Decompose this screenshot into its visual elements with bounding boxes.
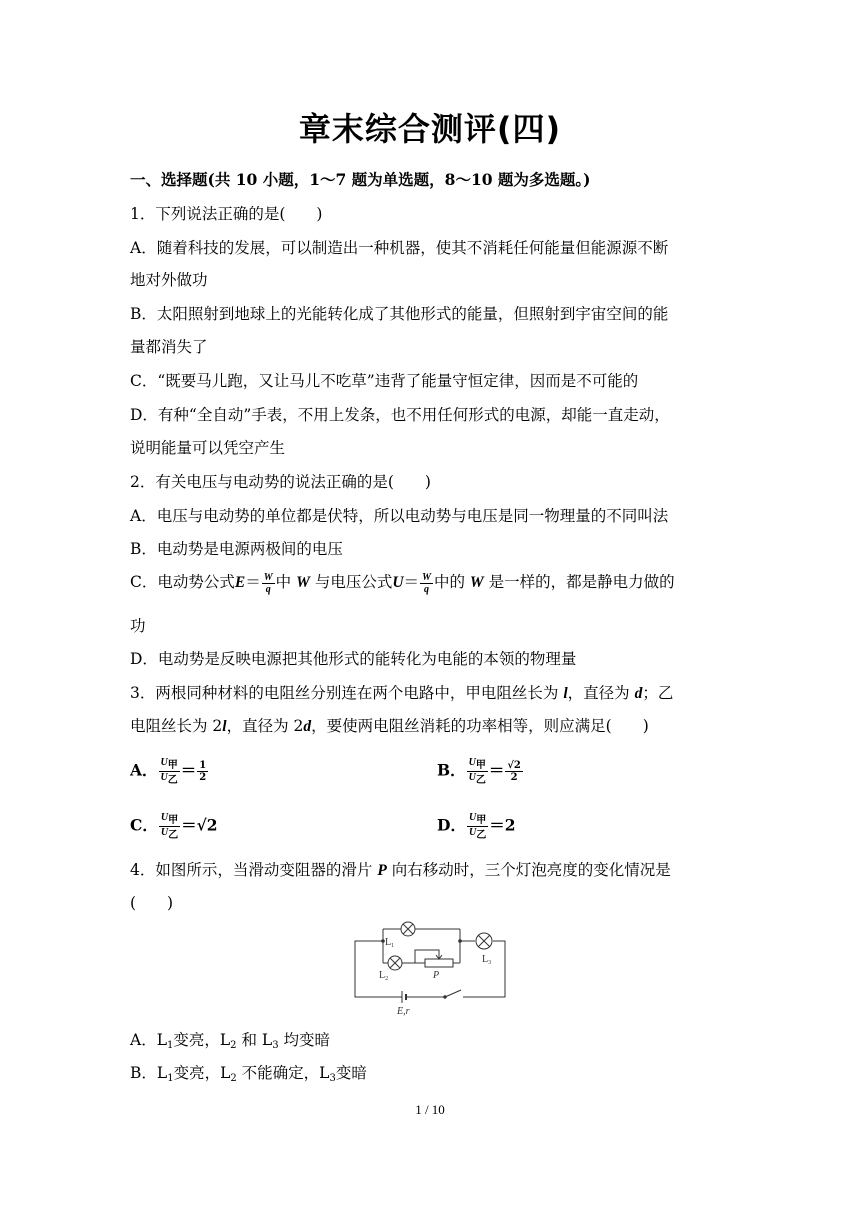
option-letter: A． <box>130 760 158 780</box>
var-u: U <box>160 772 168 783</box>
frac-den: q <box>265 583 271 595</box>
q3-option-d <box>437 812 516 841</box>
subscript: 1 <box>167 1073 174 1084</box>
text-de: 中的 <box>433 573 465 591</box>
ratio-u-jia-u-yi <box>467 812 488 841</box>
ratio-u-jia-u-yi <box>467 757 488 786</box>
q2-option-a: A．电压与电动势的单位都是伏特，所以电动势与电压是同一物理量的不同叫法 <box>130 507 669 525</box>
label-l3: $L_3$ <box>482 954 492 966</box>
var-w: W <box>296 574 310 591</box>
option-letter: B． <box>437 760 466 780</box>
var-l: l <box>563 685 568 702</box>
q3-option-b <box>437 757 524 786</box>
text: 变亮，L <box>173 1064 231 1082</box>
q2-option-b: B．电动势是电源两极间的电压 <box>130 540 343 558</box>
text: 向右移动时，三个灯泡亮度的变化情况是 <box>391 861 671 879</box>
q1-option-b-line1: B．太阳照射到地球上的光能转化成了其他形式的能量，但照射到宇宙空间的能 <box>130 305 669 323</box>
page-title: 章末综合测评(四) <box>298 110 562 148</box>
subscript: 2 <box>230 1073 237 1084</box>
label-l1: $L_1$ <box>385 937 395 949</box>
q1-option-a-line2: 地对外做功 <box>130 271 208 289</box>
text: ；乙 <box>642 684 674 702</box>
subscript: 3 <box>329 1073 336 1084</box>
frac-num: 1 <box>199 760 207 771</box>
var-u: U <box>468 812 477 823</box>
section-heading: 一、选择题(共 10 小题，1～7 题为单选题，8～10 题为多选题。) <box>130 170 591 189</box>
fraction-value <box>197 760 208 783</box>
circuit-diagram <box>345 918 515 1018</box>
frac-den: 2 <box>510 772 518 783</box>
q4-option-a <box>130 1029 330 1057</box>
text: B．L <box>130 1064 168 1082</box>
frac-num: W <box>422 571 431 583</box>
q2-option-c-line1 <box>130 571 675 595</box>
var-d: d <box>634 685 643 702</box>
subscript: 3 <box>272 1040 279 1051</box>
var-u: U <box>160 827 169 838</box>
q2-option-c-line2: 功 <box>130 617 146 635</box>
q1-option-c: C．“既要马儿跑，又让马儿不吃草”违背了能量守恒定律，因而是不可能的 <box>130 372 639 390</box>
sub-yi: 乙 <box>168 830 179 841</box>
var-p: P <box>377 862 387 879</box>
rheostat <box>425 959 453 967</box>
sub-jia: 甲 <box>476 815 487 826</box>
frac-den: q <box>424 583 430 595</box>
option-letter: C． <box>130 815 158 835</box>
label-er: E,r <box>397 1006 410 1017</box>
var-u: U <box>468 827 477 838</box>
var-u: U <box>160 812 169 823</box>
text: 电阻丝长为 2 <box>130 717 223 735</box>
subscript: 1 <box>167 1040 174 1051</box>
q1-option-d-line1: D．有种“全自动”手表，不用上发条，也不用任何形式的电源，却能一直走动， <box>130 406 670 424</box>
sub-jia: 甲 <box>168 815 179 826</box>
slider-wire <box>415 950 439 963</box>
q4-stem-line2: ( ) <box>130 894 174 912</box>
wire-left <box>355 941 402 997</box>
fraction-value <box>505 760 523 783</box>
option-letter: D． <box>437 815 466 835</box>
equals-sign: ＝ <box>403 573 420 591</box>
text: 3．两根同种材料的电阻丝分别连在两个电路中，甲电阻丝长为 <box>130 684 559 702</box>
var-e: E <box>234 574 246 591</box>
q4-stem-line1 <box>130 859 671 882</box>
text-mid: 与电压公式 <box>314 573 393 591</box>
subscript: 2 <box>230 1040 237 1051</box>
sub-yi: 乙 <box>475 775 486 786</box>
sub-jia: 甲 <box>475 760 486 771</box>
var-u: U <box>468 757 476 768</box>
fraction-w-over-q <box>262 572 275 595</box>
q1-option-a-line1: A．随着科技的发展，可以制造出一种机器，使其不消耗任何能量但能源源不断 <box>130 239 669 257</box>
q1-option-b-line2: 量都消失了 <box>130 338 208 356</box>
lamp-l2 <box>388 956 402 970</box>
sub-yi: 乙 <box>476 830 487 841</box>
text: 和 L <box>241 1031 273 1049</box>
label-p: P <box>433 970 440 981</box>
lamp-l3 <box>476 933 492 949</box>
text: ，直径为 2 <box>226 717 304 735</box>
equals-sign: ＝ <box>489 815 505 835</box>
value: 2 <box>504 815 516 835</box>
page-number: 1 / 10 <box>415 1102 445 1117</box>
switch-blade <box>445 990 461 997</box>
equals-sign: ＝ <box>488 760 505 780</box>
q3-stem-line1 <box>130 682 673 705</box>
q2-c-prefix: C．电动势公式 <box>130 573 235 591</box>
text-end: 是一样的，都是静电力做的 <box>488 573 675 591</box>
text: A．L <box>130 1031 167 1049</box>
q1-stem: 1．下列说法正确的是( ) <box>130 205 323 223</box>
var-w: W <box>469 574 484 591</box>
q3-option-c <box>130 812 218 841</box>
label-l2: $L_2$ <box>379 970 389 982</box>
text: ，直径为 <box>567 684 630 702</box>
equals-sign: ＝ <box>245 573 261 591</box>
equals-sign: ＝ <box>180 760 197 780</box>
fraction-w-over-q <box>420 572 433 595</box>
frac-num: W <box>263 571 273 583</box>
text: ，要使两电阻丝消耗的功率相等，则应满足( ) <box>311 717 649 735</box>
q3-option-a <box>130 757 209 786</box>
ratio-u-jia-u-yi <box>159 812 180 841</box>
frac-den: 2 <box>199 772 207 783</box>
var-l: l <box>222 718 227 735</box>
text: 均变暗 <box>283 1031 331 1049</box>
var-d: d <box>303 718 312 735</box>
q4-option-b <box>130 1062 367 1090</box>
lamp-l1 <box>401 922 415 936</box>
text: 变亮，L <box>173 1031 231 1049</box>
equals-sign: ＝ <box>181 815 197 835</box>
text-zhong: 中 <box>275 573 292 591</box>
q2-option-d: D．电动势是反映电源把其他形式的能转化为电能的本领的物理量 <box>130 650 577 668</box>
q2-stem: 2．有关电压与电动势的说法正确的是( ) <box>130 473 431 491</box>
q1-option-d-line2: 说明能量可以凭空产生 <box>130 439 286 457</box>
value: √2 <box>196 815 218 835</box>
frac-num: √2 <box>507 760 521 771</box>
junction-dot <box>458 939 462 943</box>
var-u: U <box>468 772 476 783</box>
var-u: U <box>392 574 404 591</box>
sub-yi: 乙 <box>167 775 178 786</box>
text: 变暗 <box>335 1064 367 1082</box>
sub-jia: 甲 <box>167 760 178 771</box>
var-u: U <box>160 757 168 768</box>
text: 不能确定，L <box>241 1064 330 1082</box>
q3-stem-line2 <box>130 715 649 738</box>
ratio-u-jia-u-yi <box>159 757 180 786</box>
text: 4．如图所示，当滑动变阻器的滑片 <box>130 861 373 879</box>
